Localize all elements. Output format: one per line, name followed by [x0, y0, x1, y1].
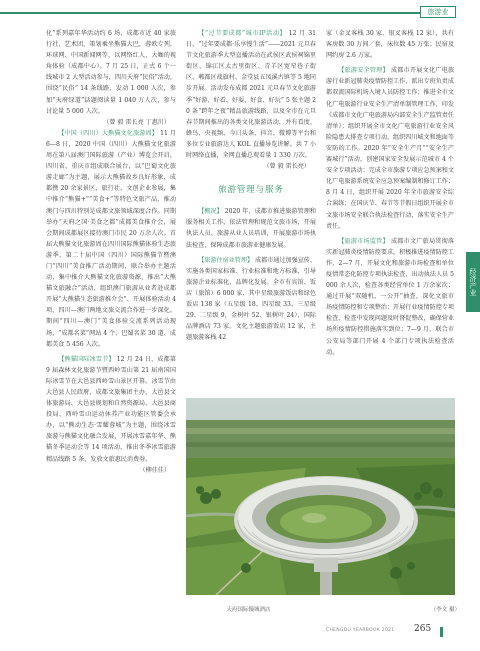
keyword-heading: 【概况】 — [198, 208, 223, 216]
keyword-heading: 【旅游住宿业管理】 — [198, 256, 254, 264]
paragraph-text: 11 月 6—8 日，2020 中国（四川）大熊猫文化旅游周在第八届澳门国际旅游（产业）博览会开启，四川省、重庆市组成联合展台，以“巴蜀文化旅游走廊”为主题，展示大熊猫故乡良好形象，成都携 20 余家景区、旅行社、文创企业参展，集中推介“熊猫+”“美食+”等特色文旅产品，推动澳门与四川特别是成都文旅领域深度合作。同期举办“天府之国·美食之都”成都美食推介会，展会期间成都展区接待澳门市民 20 万余人次。首届大熊猫文化旅游周在四川国际熊猫体验生态旅游季、第二十届中国（四川）国际熊猫节暨澳门“四川”美食推广活动期间，联合举办主题活动，集中推介大熊猫文化旅游资源，推出“大熊猫文旅融合”活动，组织澳门旅游从业者赴成都开展“大熊猫生态旅游推介会”、开展体验活动 4 项，四川—澳门两地文旅交流合作进一步深化。期间“四川—澳门”美食体验交流系列活动现场、“成都名菜”网站 4 个、巴蜀名菜 30 道、成都美食 5 456 人次。 — [46, 129, 176, 348]
article-paragraph — [186, 255, 316, 344]
author-credit: （柳佳佳） — [139, 466, 170, 474]
article-paragraph — [186, 28, 316, 161]
chapter-side-tab: 经济产业 — [466, 252, 480, 312]
section-tag: 旅游业 — [420, 6, 456, 18]
keyword-heading: 【熊猫国际冰雪节】 — [58, 355, 115, 363]
paragraph-text: 12 月 24 日，成都第 9 届森林文化旅游节暨西岭雪山第 21 届南国国际冰雪节在大邑县西岭雪山景区开幕。冰雪节由大邑县人民政府、成都文旅集团主办，大邑县文体旅游局、大邑县规划和自然资源局、大邑县商投局、西岭雪山运动休养产业功能区管委会承办，以“熊动生态·雪耀蓉城”为主题，围绕冰雪旅游与熊猫文化融合发展，开展冰雪嘉年华、熊猫冬季运动会等 14 项活动，推出冬季冰雪旅游精品线路 5 条，发放文旅惠民消费券。 — [46, 355, 176, 463]
article-paragraph — [326, 236, 454, 358]
article-paragraph — [326, 65, 454, 231]
keyword-heading: 【中国（四川）大熊猫文化旅游周】 — [58, 129, 158, 137]
author-credit: （曾 毅 雷长亮 丁惠川） — [103, 118, 170, 126]
photo-credit: （李文 摄） — [430, 607, 460, 613]
intro-paragraph: 化”系列嘉年华活动约 6 场，成都市近 40 家旅行社、艺术团，策划乘坐熊猫大巴，蓉欧专列，环球网、中国新闻网等，以网络红人、大咖的视角体验（成都中心）。7 月 25 日，正式 6 个一线城市 2 大型活动参与，四川天府“民俗”活动，围绕“民俗” 14 条线路、发动 1 000 人次，参加“天府绿道”话题阅读量 1 040 万人次，参与讨论量 5 000 人次。 — [46, 30, 176, 115]
page-footer — [326, 624, 466, 638]
column-2 — [186, 28, 316, 400]
page-marker — [440, 627, 443, 637]
column-3 — [326, 28, 454, 396]
column-1 — [46, 28, 176, 476]
paragraph-text: 12 月 31 日，“过年要成都·乐享慢生活”——2021 元旦春节文化旅游季大型直播活动在武侯区武侯祠锦里街区、锦江区太古里街区、青羊区宽窄巷子街区、郫都区战旗村、金堂县五凤溪古镇等 5 地同步开展。活动发布成都 2021 元旦春节文化旅游季“好游、好看、好耍、好食、好玩” 5 张主题 20 条“跨年之夜”精品旅游线路，以及全市在元旦春节期间推出的各类文化旅游活动，并有看度、蜂鸟、央视频、今日头条、抖音、微博等平台和多位专业旅游达人 KOL 直播导览讲解。共 7 小时网络直播，全网直播总观看量 1 330 万次。 — [186, 30, 316, 160]
header-rule — [0, 12, 432, 14]
yearbook-label: CHENGDU YEARBOOK 2021 — [326, 628, 395, 633]
section-heading: 旅游管理与服务 — [218, 184, 284, 195]
photo-caption: 天府国际慢城酒店 — [226, 607, 271, 613]
paragraph-text: 成都市通过加强宣传、实施各类国家标准、行业标准和地方标准，引导旅游企业标准化、品牌化发展。全市有宾馆、饭店（旅馆）6 000 家，其中星级旅游饭店和绿色饭店 138 家（五星级 18、四星级 33、三星级 29、二星级 9，金树叶 52、银树叶 24），国际品牌酒店 73 家。文化主题旅游饭店 12 家，主题旅游客栈 42 — [186, 256, 316, 342]
author-credit: （曾 毅 雷长亮） — [263, 163, 310, 171]
paragraph-text: 2020 年，成都市推进旅游管理和服务相关工作，依法管理和规范文旅市场，开展执法人员、旅游从业人员培训，开展旅游市场执法检查，保障成都市旅游业健康发展。 — [186, 208, 316, 249]
article-paragraph — [186, 206, 316, 250]
article-paragraph — [46, 354, 176, 465]
aerial-hotel-photo — [186, 398, 455, 595]
page-header — [0, 6, 449, 18]
keyword-heading: 【“过节要成都”城市IP活动】 — [198, 30, 287, 37]
keyword-heading: 【旅游市场监管】 — [338, 237, 389, 245]
page-number: 265 — [414, 624, 432, 634]
article-paragraph — [46, 128, 176, 350]
paragraph-text: 成都市开展文化广电旅游行业新冠肺炎疫情防控工作，派出专班负责成都双流国际机场入境人员防控工作；推进全市文化广电旅游行业安全生产清单制管理工作，印发《成都市文化广电旅游局内部安全生产监管责任清单》；组织开展全市文化广电旅游行业安全风险隐患大排查专项行动，组织四川城文和地面等安防的工作。2020 年“安全生产月”“安全生产赛城行”活动，创建国家安全发展示范城市 4 个安全专项活动；完成全市旅游专项应急预案和文化广电旅游系统安全应急预案编制和修订工作；8 月 4 日，组织开展 2020 年全市旅游安全综合演练；在国庆节、春节等节假日组织开展全市文旅市场安全联合执法检查行动，落实安全生产责任。 — [326, 67, 454, 230]
paragraph-text: 成都市文广旅局贯彻落实新冠肺炎疫情防控要求，积极推进疫情防控工作，2—7 月，开展文化和旅游市场检查和单位疫情常态化防控专项执法检查，出动执法人员 5 000 余人次，检查各类经营单位 1 万余家次；通过开展“双随机、一公开”抽查，深化文旅市场疫情防控和专项整治；开展行业疫情防控专项检查，检查中发现问题及时督促整改，确保营业场所疫情防控措施落实到位；7—9 月，联合市公安局等部门开展 4 个部门专项执法检查活动。 — [326, 237, 454, 356]
keyword-heading: 【旅游安全管理】 — [338, 67, 389, 75]
intro-paragraph: 家（金叉客栈 30 家、银叉客栈 12 家），共有客房数 30 万间／套，床位数 45 万张；民宿及网约房 2.6 万家。 — [326, 30, 454, 60]
